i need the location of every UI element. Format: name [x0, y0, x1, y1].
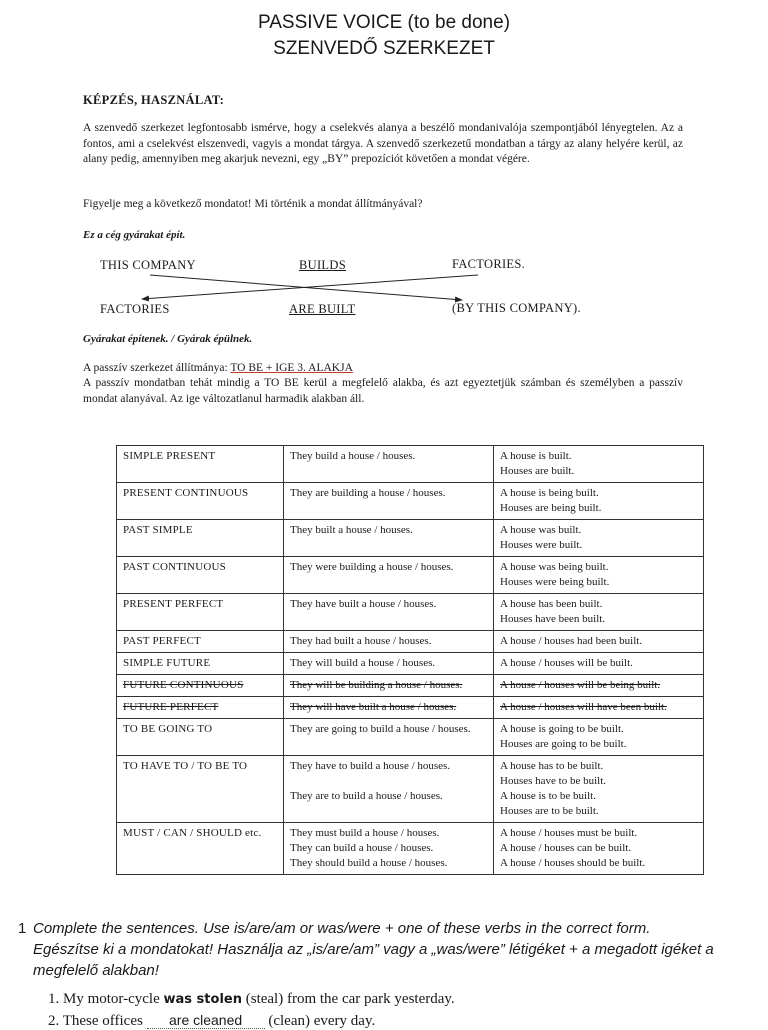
active-cell-line: They are building a house / houses. — [290, 487, 446, 499]
passive-cell-line: Houses are to be built. — [500, 805, 599, 817]
tense-cell — [117, 631, 284, 653]
active-cell-line: They should build a house / houses. — [290, 857, 448, 869]
diagram-active-object: FACTORIES. — [452, 257, 526, 271]
example-active-hu: Ez a cég gyárakat épít. — [83, 229, 186, 241]
tense-table-body — [117, 446, 704, 875]
passive-cell — [494, 483, 704, 520]
passive-cell-line: A house was built. — [500, 524, 582, 536]
passive-cell — [494, 823, 704, 875]
passive-cell-line: A house / houses must be built. — [500, 827, 638, 839]
passive-cell-line: A house is to be built. — [500, 790, 596, 802]
active-cell-line: They can build a house / houses. — [290, 842, 434, 854]
tense-cell-line: SIMPLE FUTURE — [123, 657, 211, 669]
diagram-passive-subject: FACTORIES — [100, 302, 170, 316]
passive-cell — [494, 557, 704, 594]
formula-line — [83, 361, 683, 377]
passive-cell-line: Houses were being built. — [500, 576, 610, 588]
tense-cell-line: FUTURE CONTINUOUS — [123, 679, 244, 691]
active-cell — [284, 653, 494, 675]
exercise-line-1-answer: was stolen — [163, 992, 242, 1007]
table-row — [117, 483, 704, 520]
passive-cell — [494, 594, 704, 631]
tense-cell-line: FUTURE PERFECT — [123, 701, 219, 713]
table-row — [117, 557, 704, 594]
exercise-line-2-prefix: 2. These offices — [48, 1013, 147, 1029]
tense-cell-line: PAST SIMPLE — [123, 524, 193, 536]
active-cell-line: They will build a house / houses. — [290, 657, 436, 669]
passive-cell — [494, 756, 704, 823]
passive-cell-line: A house has to be built. — [500, 760, 604, 772]
active-cell-line: They will have built a house / houses. — [290, 701, 457, 713]
active-cell-line: They will be building a house / houses. — [290, 679, 463, 691]
tense-cell-line: TO HAVE TO / TO BE TO — [123, 760, 248, 772]
tense-cell — [117, 594, 284, 631]
active-cell — [284, 823, 494, 875]
passive-cell-line: Houses are being built. — [500, 502, 602, 514]
intro-paragraph: A szenvedő szerkezet legfontosabb ismérve, hogy a cselekvés alanya a beszélő mondanivalója szempontjából lényegtelen. Az a fontos, ami a cselekvést elszenvedi, vagyis a mondat tárgya. A szenvedő szerkezetű mondatban a tárgy az alany helyére kerül, az alany pedig, amennyiben meg akarjuk nevezni, egy „BY” prepozíciót követően a mondat végére. — [83, 122, 683, 165]
diagram-active-subject: THIS COMPANY — [100, 258, 196, 272]
passive-cell — [494, 446, 704, 483]
passive-cell-line: A house was being built. — [500, 561, 609, 573]
passive-cell-line: A house / houses should be built. — [500, 857, 646, 869]
active-cell — [284, 675, 494, 697]
tense-cell — [117, 520, 284, 557]
active-cell-line: They have built a house / houses. — [290, 598, 437, 610]
tense-cell — [117, 697, 284, 719]
tense-cell-line: PAST PERFECT — [123, 635, 201, 647]
table-row — [117, 653, 704, 675]
table-row — [117, 697, 704, 719]
active-cell-line: They must build a house / houses. — [290, 827, 440, 839]
table-row — [117, 756, 704, 823]
exercise-number: 1 — [18, 920, 27, 937]
passive-cell — [494, 631, 704, 653]
active-cell-line: They build a house / houses. — [290, 450, 416, 462]
active-cell — [284, 697, 494, 719]
table-row — [117, 446, 704, 483]
exercise-line-2-suffix: (clean) every day. — [264, 1013, 376, 1029]
active-cell-line: They are to build a house / houses. — [290, 790, 443, 802]
passive-cell-line: A house / houses had been built. — [500, 635, 643, 647]
table-row — [117, 520, 704, 557]
formula-prefix: A passzív szerkezet állítmánya: — [83, 362, 231, 374]
passive-cell-line: A house / houses will be being built. — [500, 679, 661, 691]
section-heading: KÉPZÉS, HASZNÁLAT: — [83, 93, 225, 107]
table-row — [117, 675, 704, 697]
tense-cell — [117, 719, 284, 756]
exercise-line-1-prefix: 1. My motor-cycle — [48, 991, 164, 1007]
page-subtitle: SZENVEDŐ SZERKEZET — [273, 38, 495, 59]
active-cell — [284, 557, 494, 594]
passive-cell-line: A house is going to be built. — [500, 723, 624, 735]
example-passive-hu: Gyárakat építenek. / Gyárak épülnek. — [83, 333, 253, 345]
tense-cell-line: PAST CONTINUOUS — [123, 561, 226, 573]
active-cell-line: They had built a house / houses. — [290, 635, 432, 647]
exercise-line-2-answer: are cleaned — [147, 1012, 265, 1029]
passive-cell — [494, 697, 704, 719]
tense-cell — [117, 675, 284, 697]
active-cell-line — [290, 774, 487, 789]
page-title: PASSIVE VOICE (to be done) — [257, 12, 511, 33]
passive-cell — [494, 653, 704, 675]
active-cell-line: They built a house / houses. — [290, 524, 413, 536]
exercise-line-1-suffix: (steal) from the car park yesterday. — [241, 991, 455, 1007]
tense-cell-line: PRESENT PERFECT — [123, 598, 224, 610]
table-row — [117, 719, 704, 756]
formula-value: TO BE + IGE 3. ALAKJA — [230, 362, 353, 374]
passive-cell-line: A house / houses can be built. — [500, 842, 632, 854]
active-cell — [284, 719, 494, 756]
tense-cell — [117, 446, 284, 483]
passive-cell-line: Houses are built. — [500, 465, 575, 477]
passive-cell — [494, 719, 704, 756]
active-cell-line: They were building a house / houses. — [290, 561, 454, 573]
exercise-instruction-hu: Egészítse ki a mondatokat! Használja az „is/are/am” vagy a „was/were” létigéket + a megadott igéket a megfelelő alakban! — [33, 941, 714, 979]
tense-cell-line: PRESENT CONTINUOUS — [123, 487, 249, 499]
rule-paragraph: A passzív mondatban tehát mindig a TO BE kerül a megfelelő alakba, és azt egyeztetjük számban és személyben a passzív mondat alanyával. Az ige változatlanul harmadik alakban áll. — [83, 377, 683, 405]
tense-cell — [117, 653, 284, 675]
passive-cell-line: Houses are going to be built. — [500, 738, 627, 750]
passive-cell-line: Houses have been built. — [500, 613, 606, 625]
passive-cell-line: Houses were built. — [500, 539, 583, 551]
active-cell — [284, 446, 494, 483]
tense-cell — [117, 823, 284, 875]
active-cell — [284, 594, 494, 631]
tense-cell — [117, 557, 284, 594]
tense-table — [116, 445, 704, 875]
exercise-line-2 — [48, 1012, 375, 1030]
tense-cell — [117, 483, 284, 520]
table-row — [117, 594, 704, 631]
passive-cell-line: A house / houses will have been built. — [500, 701, 667, 713]
passive-cell-line: A house is built. — [500, 450, 572, 462]
passive-cell-line: A house is being built. — [500, 487, 599, 499]
passive-cell — [494, 520, 704, 557]
exercise-instruction-en: Complete the sentences. Use is/are/am or was/were + one of these verbs in the correct form. — [33, 920, 651, 937]
tense-cell-line: MUST / CAN / SHOULD etc. — [123, 827, 262, 839]
active-cell — [284, 520, 494, 557]
diagram-passive-agent: (BY THIS COMPANY). — [452, 301, 581, 315]
table-row — [117, 823, 704, 875]
active-cell-line: They have to build a house / houses. — [290, 760, 451, 772]
active-cell — [284, 483, 494, 520]
table-row — [117, 631, 704, 653]
exercise-line-1 — [48, 991, 455, 1008]
passive-cell-line: A house has been built. — [500, 598, 603, 610]
active-cell — [284, 631, 494, 653]
active-cell — [284, 756, 494, 823]
exercise-instruction — [18, 918, 748, 981]
question-paragraph: Figyelje meg a következő mondatot! Mi történik a mondat állítmányával? — [83, 198, 423, 210]
tense-cell — [117, 756, 284, 823]
diagram-active-verb: BUILDS — [299, 258, 346, 272]
diagram-passive-verb: ARE BUILT — [289, 302, 356, 316]
tense-cell-line: TO BE GOING TO — [123, 723, 213, 735]
active-cell-line: They are going to build a house / houses. — [290, 723, 471, 735]
passive-cell-line: Houses have to be built. — [500, 775, 607, 787]
passive-cell-line: A house / houses will be built. — [500, 657, 633, 669]
passive-cell — [494, 675, 704, 697]
tense-cell-line: SIMPLE PRESENT — [123, 450, 216, 462]
